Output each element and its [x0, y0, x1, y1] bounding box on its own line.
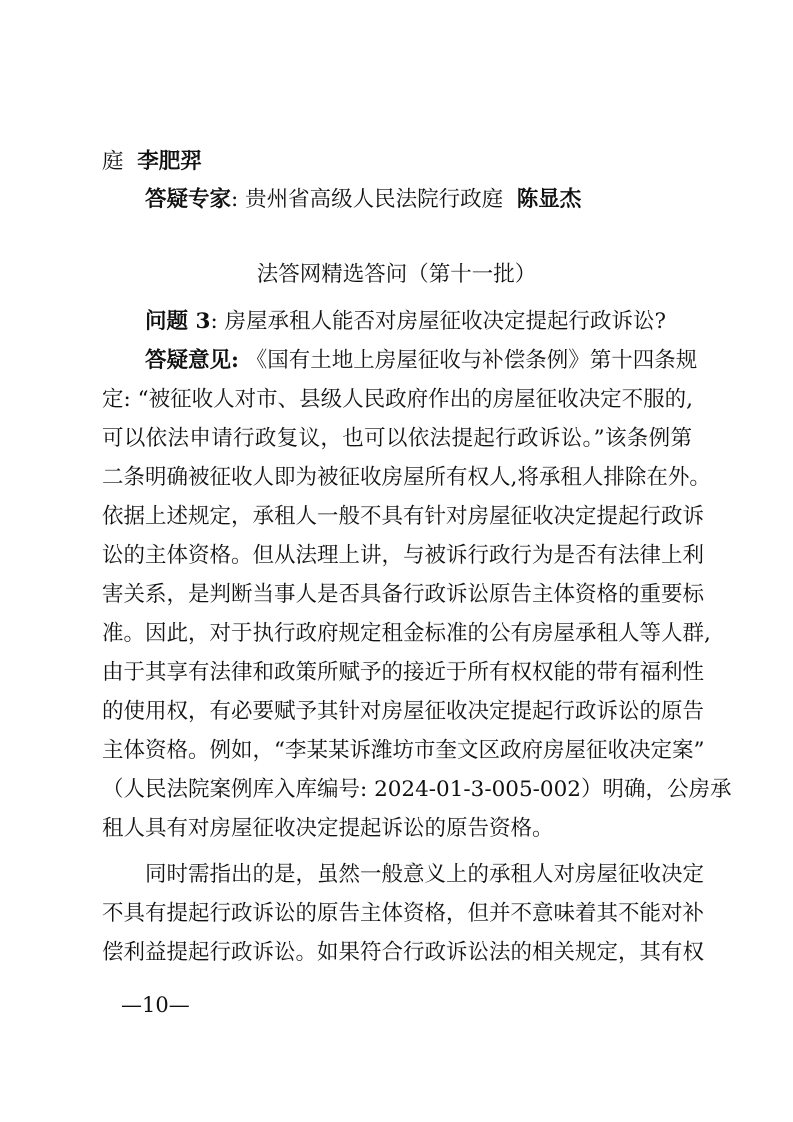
answer-line: （人民法院案例库入库编号: 2024-01-3-005-002）明确，公房承	[102, 777, 732, 802]
answer-line: 讼的主体资格。但从法理上讲，与被诉行政行为是否有法律上利	[102, 543, 705, 568]
expert-label: 答疑专家	[145, 187, 232, 212]
page-number: —10—	[121, 993, 190, 1017]
header-line-1-name: 李肥羿	[137, 149, 202, 174]
answer-line: 可以依法申请行政复议，也可以依法提起行政诉讼。”该条例第	[102, 426, 692, 451]
question-label: 问题 3	[145, 309, 211, 334]
expert-colon: :	[231, 187, 246, 212]
header-line-2	[102, 185, 692, 215]
paragraph2-line: 不具有提起行政诉讼的原告主体资格，但并不意味着其不能对补	[102, 901, 705, 926]
answer-line: 的使用权，有必要赋予其针对房屋征收决定提起行政诉讼的原告	[102, 699, 705, 724]
answer-line: 依据上述规定，承租人一般不具有针对房屋征收决定提起行政诉	[102, 504, 705, 529]
answer-line: 由于其享有法律和政策所赋予的接近于所有权权能的带有福利性	[102, 660, 705, 685]
question-text: 房屋承租人能否对房屋征收决定提起行政诉讼?	[224, 309, 667, 334]
answer-line: 二条明确被征收人即为被征收房屋所有权人,将承租人排除在外。	[102, 465, 711, 490]
answer-line: 定: “被征收人对市、县级人民政府作出的房屋征收决定不服的,	[102, 387, 693, 412]
expert-name: 陈显杰	[516, 187, 582, 212]
answer-line: 租人具有对房屋征收决定提起诉讼的原告资格。	[102, 816, 554, 841]
question	[102, 307, 692, 337]
question-colon: :	[210, 309, 225, 334]
answer-line: 主体资格。例如，“李某某诉潍坊市奎文区政府房屋征收决定案”	[102, 738, 705, 763]
expert-organization: 贵州省高级人民法院行政庭	[245, 187, 504, 212]
paragraph2-line: 同时需指出的是，虽然一般意义上的承租人对房屋征收决定	[145, 862, 705, 887]
answer-label: 答疑意见:	[145, 348, 239, 373]
section-title: 法答网精选答问（第十一批）	[256, 262, 537, 287]
answer-line-text: 《国有土地上房屋征收与补偿条例》第十四条规	[245, 348, 698, 373]
answer-line	[102, 346, 698, 376]
paragraph2-line: 偿利益提起行政诉讼。如果符合行政诉讼法的相关规定，其有权	[102, 940, 705, 965]
answer-line: 准。因此，对于执行政府规定租金标准的公有房屋承租人等人群,	[102, 621, 711, 646]
header-line-1-prefix: 庭	[102, 149, 124, 174]
answer-line: 害关系，是判断当事人是否具备行政诉讼原告主体资格的重要标	[102, 582, 705, 607]
header-line-1	[102, 147, 692, 177]
